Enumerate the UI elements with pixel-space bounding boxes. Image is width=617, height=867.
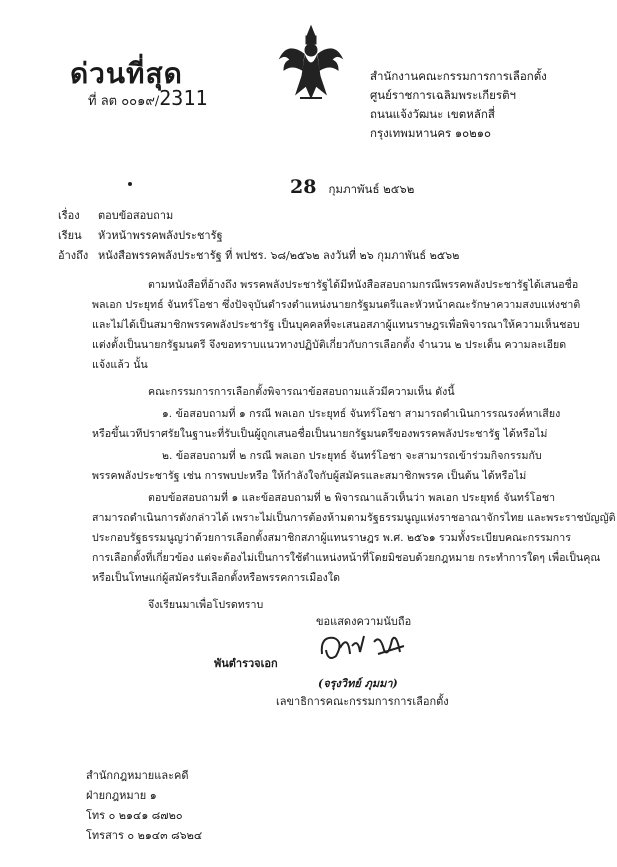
to-label: เรียน bbox=[58, 229, 82, 242]
sender-address-line: ศูนย์ราชการเฉลิมพระเกียรติฯ bbox=[370, 88, 516, 102]
urgency-title: ด่วนที่สุด bbox=[70, 57, 183, 90]
body-line: พรรคพลังประชารัฐ เช่น การพบปะหรือ ให้กำลังใจกับผู้สมัครและสมาชิกพรรค เป็นต้น ได้หรือไม่ bbox=[92, 470, 527, 482]
ink-dot bbox=[128, 182, 132, 186]
letter-date bbox=[290, 176, 414, 199]
footer-line: โทรสาร ๐ ๒๑๔๓ ๘๖๒๔ bbox=[86, 829, 203, 842]
body-line: ๑. ข้อสอบถามที่ ๑ กรณี พลเอก ประยุทธ์ จันทร์โอชา สามารถดำเนินการรณรงค์หาเสียง bbox=[162, 408, 561, 420]
sender-address-line: กรุงเทพมหานคร ๑๐๒๑๐ bbox=[370, 126, 492, 140]
footer-line: โทร ๐ ๒๑๔๑ ๘๗๒๐ bbox=[86, 809, 183, 822]
body-line: แจ้งแล้ว นั้น bbox=[92, 359, 148, 371]
subject-label: เรื่อง bbox=[58, 209, 80, 222]
document-number bbox=[88, 86, 207, 111]
body-line: แต่งตั้งเป็นนายกรัฐมนตรี จึงขอทราบแนวทางปฏิบัติเกี่ยวกับการเลือกตั้ง จำนวน ๒ ประเด็น ความละเอียด bbox=[92, 339, 567, 351]
date-day: 28 bbox=[290, 176, 317, 198]
to-text: หัวหน้าพรรคพลังประชารัฐ bbox=[98, 229, 223, 242]
signer-name: (จรุงวิทย์ ภุมมา) bbox=[318, 677, 398, 690]
reference-text: หนังสือพรรคพลังประชารัฐ ที่ พปชร. ๖๘/๒๕๖๒ ลงวันที่ ๒๖ กุมภาพันธ์ ๒๕๖๒ bbox=[98, 249, 460, 262]
reference-label: อ้างถึง bbox=[58, 249, 89, 262]
body-line: ๒. ข้อสอบถามที่ ๒ กรณี พลเอก ประยุทธ์ จันทร์โอชา จะสามารถเข้าร่วมกิจกรรมกับ bbox=[162, 450, 542, 462]
body-line: การเลือกตั้งที่เกี่ยวข้อง แต่จะต้องไม่เป็นการใช้ตำแหน่งหน้าที่โดยมิชอบด้วยกฎหมาย กระทำการใดๆ เพื่อเป็นคุณ bbox=[92, 552, 601, 564]
date-month-year: กุมภาพันธ์ ๒๕๖๒ bbox=[328, 182, 415, 196]
footer-line: สำนักกฎหมายและคดี bbox=[86, 769, 189, 782]
footer-line: ฝ่ายกฎหมาย ๑ bbox=[86, 789, 157, 802]
body-line: ตามหนังสือที่อ้างถึง พรรคพลังประชารัฐได้มีหนังสือสอบถามกรณีพรรคพลังประชารัฐได้เสนอชื่อ bbox=[148, 279, 579, 291]
subject-text: ตอบข้อสอบถาม bbox=[98, 209, 174, 222]
sender-address-line: สำนักงานคณะกรรมการการเลือกตั้ง bbox=[370, 69, 547, 83]
document-number-prefix: ที่ ลต ๐๐๑๙/ bbox=[88, 94, 160, 109]
closing-phrase: ขอแสดงความนับถือ bbox=[316, 615, 412, 628]
handwritten-signature bbox=[318, 628, 408, 672]
body-line: และไม่ได้เป็นสมาชิกพรรคพลังประชารัฐ เป็นบุคคลที่จะเสนอสภาผู้แทนราษฎรเพื่อพิจารณาให้ความเห็นชอบ bbox=[92, 319, 580, 331]
body-line: คณะกรรมการการเลือกตั้งพิจารณาข้อสอบถามแล้วมีความเห็น ดังนี้ bbox=[148, 386, 455, 398]
body-line: พลเอก ประยุทธ์ จันทร์โอชา ซึ่งปัจจุบันดำรงตำแหน่งนายกรัฐมนตรีและหัวหน้าคณะรักษาความสงบแห่งชาติ bbox=[92, 299, 581, 311]
signer-position: เลขาธิการคณะกรรมการการเลือกตั้ง bbox=[276, 695, 449, 708]
body-line: หรือขึ้นเวทีปราศรัยในฐานะที่รับเป็นผู้ถูกเสนอชื่อเป็นนายกรัฐมนตรีของพรรคพลังประชารัฐ ได้หรือไม่ bbox=[92, 428, 548, 440]
body-line: ตอบข้อสอบถามที่ ๑ และข้อสอบถามที่ ๒ พิจารณาแล้วเห็นว่า พลเอก ประยุทธ์ จันทร์โอชา bbox=[148, 492, 556, 504]
body-line: สามารถดำเนินการดังกล่าวได้ เพราะไม่เป็นการต้องห้ามตามรัฐธรรมนูญแห่งราชอาณาจักรไทย และพระราชบัญญัติ bbox=[92, 512, 616, 524]
garuda-emblem bbox=[276, 24, 346, 108]
body-line: จึงเรียนมาเพื่อโปรดทราบ bbox=[148, 599, 264, 611]
body-line: ประกอบรัฐธรรมนูญว่าด้วยการเลือกตั้งสมาชิกสภาผู้แทนราษฎร พ.ศ. ๒๕๖๑ รวมทั้งระเบียบคณะกรรมการ bbox=[92, 532, 571, 544]
document-number-handwritten: 2311 bbox=[159, 86, 208, 110]
body-line: หรือเป็นโทษแก่ผู้สมัครรับเลือกตั้งหรือพรรคการเมืองใด bbox=[92, 572, 341, 584]
sender-address-line: ถนนแจ้งวัฒนะ เขตหลักสี่ bbox=[370, 107, 495, 121]
signer-rank: พันตำรวจเอก bbox=[214, 657, 278, 670]
